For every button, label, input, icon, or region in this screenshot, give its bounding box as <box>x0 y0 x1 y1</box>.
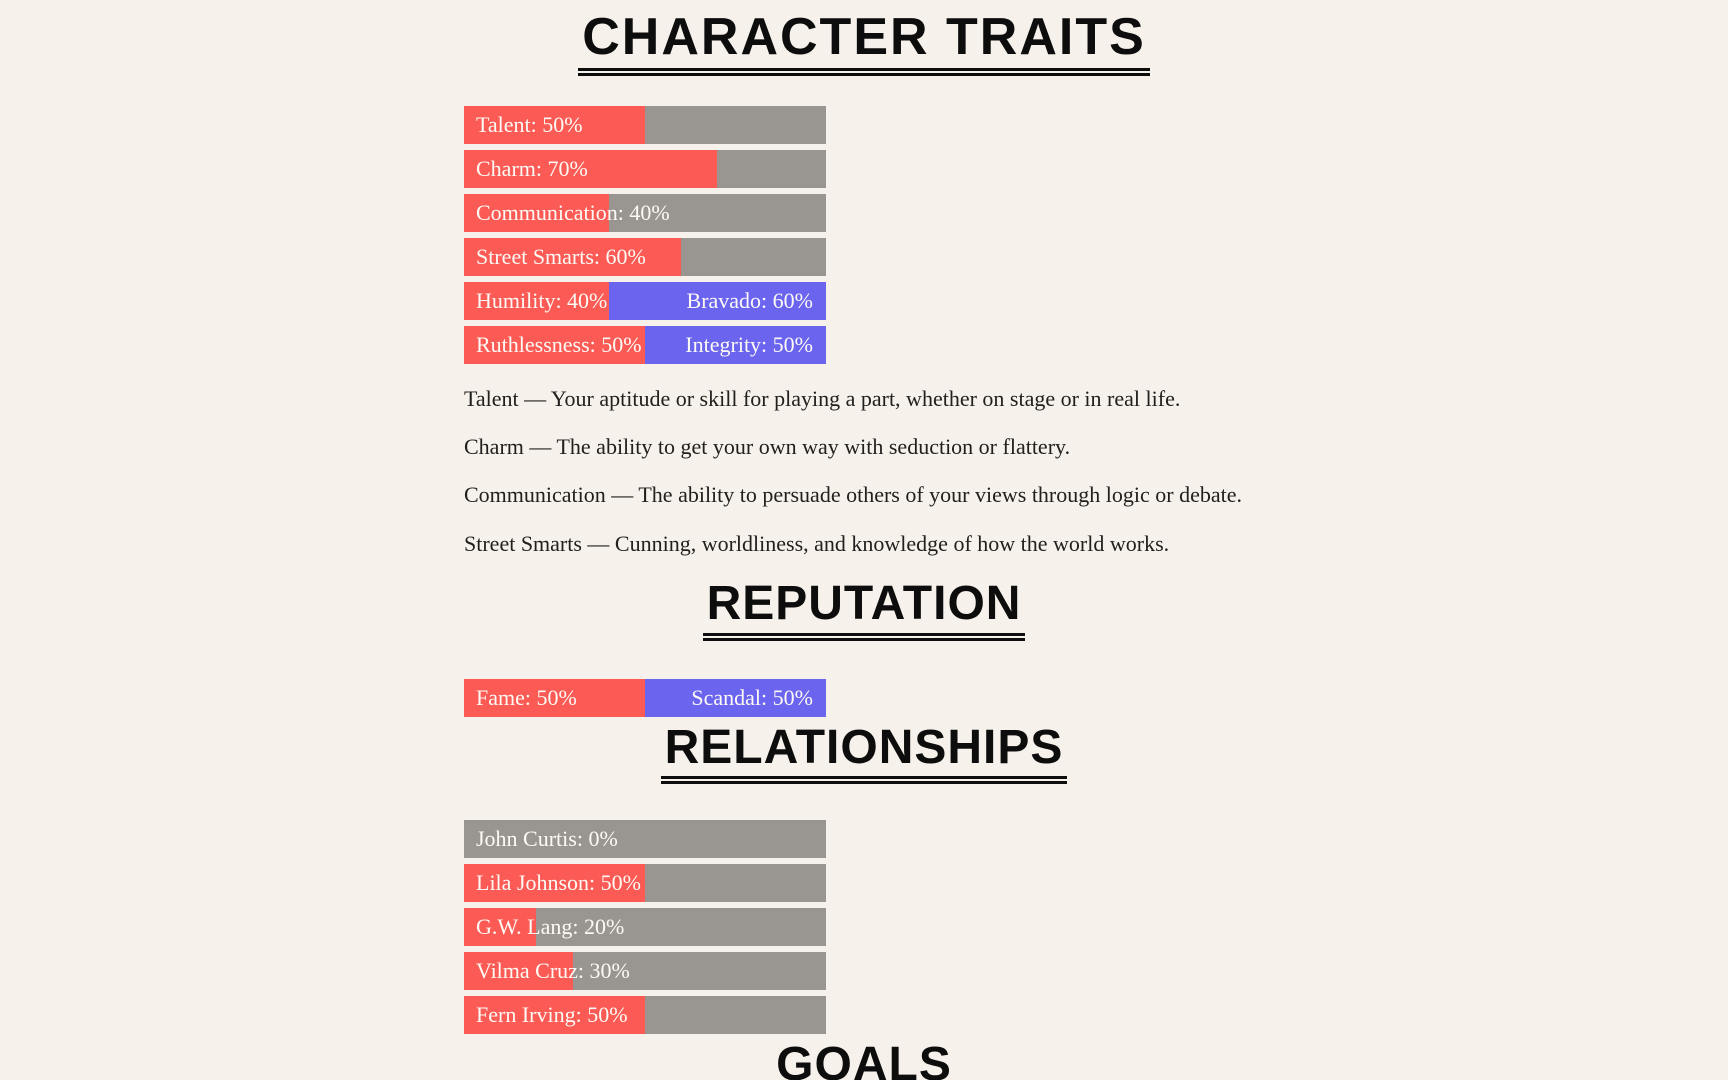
stat-bar-label: John Curtis: 0% <box>476 825 618 851</box>
stat-bar-label: G.W. Lang: 20% <box>476 913 625 939</box>
stat-bar-label: Fern Irving: 50% <box>476 1001 628 1027</box>
stat-bar <box>464 996 826 1034</box>
stat-bar-label: Fame: 50% <box>476 684 577 710</box>
character-traits-bars <box>464 106 1264 364</box>
stat-bar-label: Vilma Cruz: 30% <box>476 957 630 983</box>
stat-bar <box>464 282 826 320</box>
stat-bar-label: Ruthlessness: 50% <box>476 331 642 357</box>
talent-description: Talent — Your aptitude or skill for playing a part, whether on stage or in real life. <box>464 385 1181 411</box>
stat-bar <box>464 952 826 990</box>
stat-bar <box>464 820 826 858</box>
goals-heading <box>464 1037 1264 1080</box>
stat-bar-label: Lila Johnson: 50% <box>476 869 641 895</box>
stat-bar <box>464 864 826 902</box>
stat-bar-label: Street Smarts: 60% <box>476 243 646 269</box>
stat-bar <box>464 194 826 232</box>
communication-description: Communication — The ability to persuade others of your views through logic or debate. <box>464 482 1242 508</box>
reputation-heading-text: REPUTATION <box>703 579 1026 640</box>
reputation-bars <box>464 679 1264 717</box>
stat-bar <box>464 238 826 276</box>
stat-bar-opposed-label: Bravado: 60% <box>686 287 813 313</box>
stat-bar-label: Communication: 40% <box>476 199 670 225</box>
stat-bar-label: Humility: 40% <box>476 287 608 313</box>
stat-bar-label: Charm: 70% <box>476 155 588 181</box>
stat-bar <box>464 679 826 717</box>
stat-bar-opposed-label: Integrity: 50% <box>685 331 813 357</box>
relationships-heading <box>464 720 1264 784</box>
trait-descriptions <box>464 386 1264 558</box>
stat-bar <box>464 106 826 144</box>
character-traits-heading-text: CHARACTER TRAITS <box>578 10 1150 76</box>
stat-bar <box>464 150 826 188</box>
character-traits-heading <box>464 10 1264 76</box>
reputation-heading <box>464 579 1264 640</box>
charm-description: Charm — The ability to get your own way with seduction or flattery. <box>464 433 1071 459</box>
stat-bar <box>464 326 826 364</box>
stat-bar <box>464 908 826 946</box>
relationships-heading-text: RELATIONSHIPS <box>661 723 1068 784</box>
stat-bar-opposed-label: Scandal: 50% <box>691 684 813 710</box>
stat-bar-label: Talent: 50% <box>476 111 583 137</box>
relationships-bars <box>464 820 1264 1034</box>
street-smarts-description: Street Smarts — Cunning, worldliness, and knowledge of how the world works. <box>464 530 1170 556</box>
goals-heading-text: GOALS <box>772 1040 956 1080</box>
stats-page <box>464 0 1264 1080</box>
